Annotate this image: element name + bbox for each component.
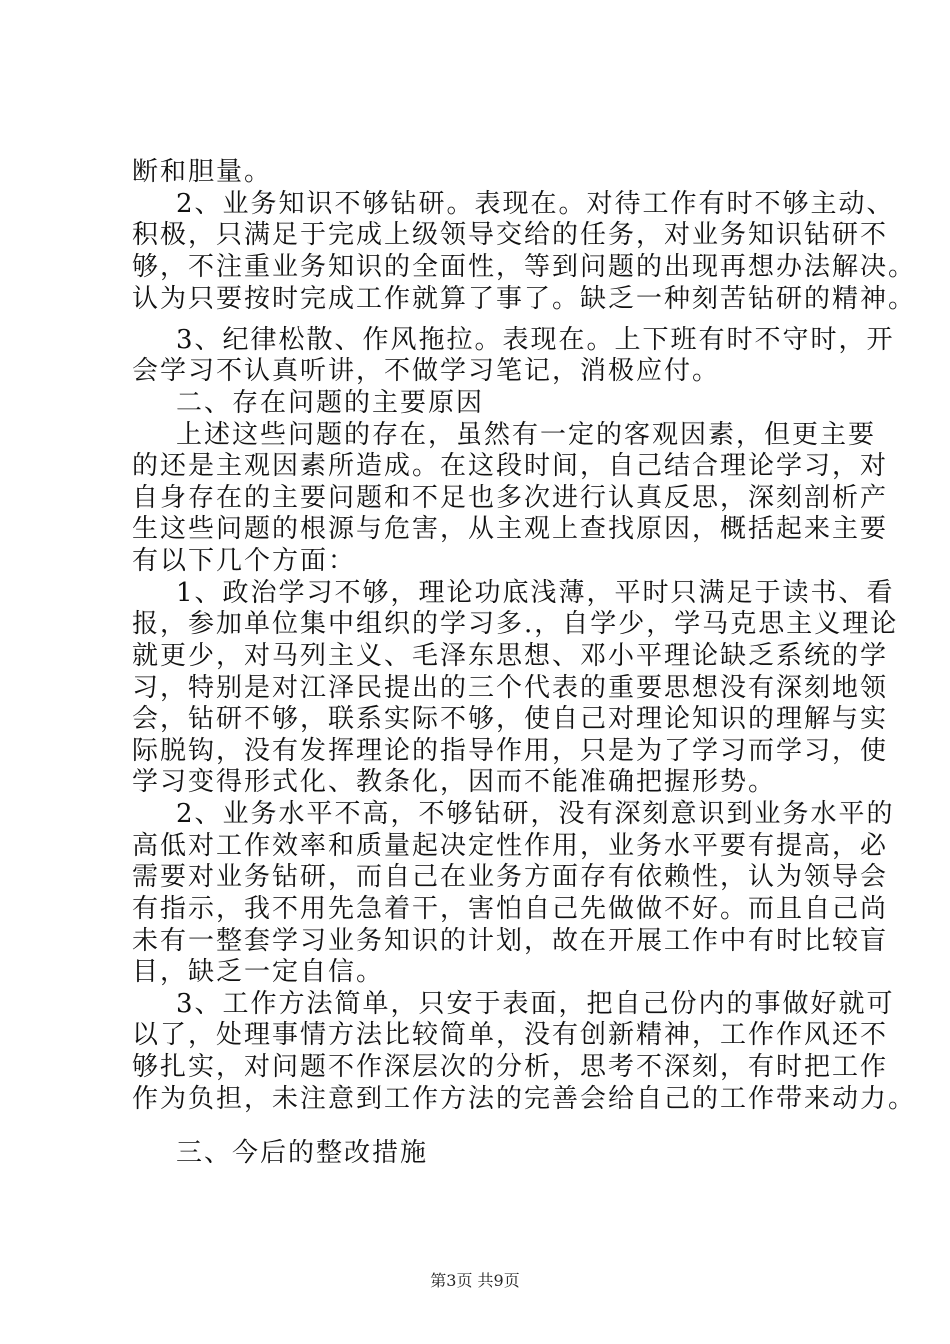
text-line: 自身存在的主要问题和不足也多次进行认真反思，深刻剖析产 [132, 483, 889, 513]
text-line: 会学习不认真听讲，不做学习笔记，消极应付。 [132, 356, 721, 386]
text-line: 报，参加单位集中组织的学习多.，自学少，学马克思主义理论 [132, 609, 899, 639]
text-line: 作为负担，未注意到工作方法的完善会给自己的工作带来动力。 [132, 1084, 917, 1114]
text-line: 高低对工作效率和质量起决定性作用，业务水平要有提高，必 [132, 831, 889, 861]
text-line: 上述这些问题的存在，虽然有一定的客观因素，但更主要 [176, 420, 877, 450]
text-line: 会，钻研不够，联系实际不够，使自己对理论知识的理解与实 [132, 704, 889, 734]
text-line: 三、今后的整改措施 [176, 1138, 429, 1168]
text-line: 1、政治学习不够，理论功底浅薄，平时只满足于读书、看 [176, 578, 895, 608]
text-line: 际脱钩，没有发挥理论的指导作用，只是为了学习而学习，使 [132, 736, 889, 766]
text-line: 需要对业务钻研，而自己在业务方面存有依赖性，认为领导会 [132, 862, 889, 892]
text-line: 2、业务水平不高，不够钻研，没有深刻意识到业务水平的 [176, 799, 895, 829]
text-line: 有以下几个方面： [132, 546, 357, 576]
text-line: 生这些问题的根源与危害，从主观上查找原因，概括起来主要 [132, 514, 889, 544]
text-line: 学习变得形式化、教条化，因而不能准确把握形势。 [132, 767, 777, 797]
text-line: 目，缺乏一定自信。 [132, 957, 385, 987]
text-line: 够，不注重业务知识的全面性，等到问题的出现再想办法解决。 [132, 252, 917, 282]
text-line: 3、工作方法简单，只安于表面，把自己份内的事做好就可 [176, 989, 895, 1019]
text-line: 就更少，对马列主义、毛泽东思想、邓小平理论缺乏系统的学 [132, 641, 889, 671]
text-line: 2、业务知识不够钻研。表现在。对待工作有时不够主动、 [176, 189, 895, 219]
text-line: 认为只要按时完成工作就算了事了。缺乏一种刻苦钻研的精神。 [132, 284, 917, 314]
text-line: 3、纪律松散、作风拖拉。表现在。上下班有时不守时，开 [176, 325, 895, 355]
text-line: 二、存在问题的主要原因 [176, 388, 485, 418]
text-line: 够扎实，对问题不作深层次的分析，思考不深刻，有时把工作 [132, 1052, 889, 1082]
text-line: 的还是主观因素所造成。在这段时间，自己结合理论学习，对 [132, 451, 889, 481]
text-line: 以了，处理事情方法比较简单，没有创新精神，工作作风还不 [132, 1020, 889, 1050]
text-line: 断和胆量。 [132, 157, 273, 187]
page-footer: 第3页 共9页 [430, 1271, 520, 1290]
text-line: 未有一整套学习业务知识的计划，故在开展工作中有时比较盲 [132, 926, 889, 956]
text-line: 积极，只满足于完成上级领导交给的任务，对业务知识钻研不 [132, 220, 889, 250]
text-line: 习，特别是对江泽民提出的三个代表的重要思想没有深刻地领 [132, 673, 889, 703]
text-line: 有指示，我不用先急着干，害怕自己先做做不好。而且自己尚 [132, 894, 889, 924]
